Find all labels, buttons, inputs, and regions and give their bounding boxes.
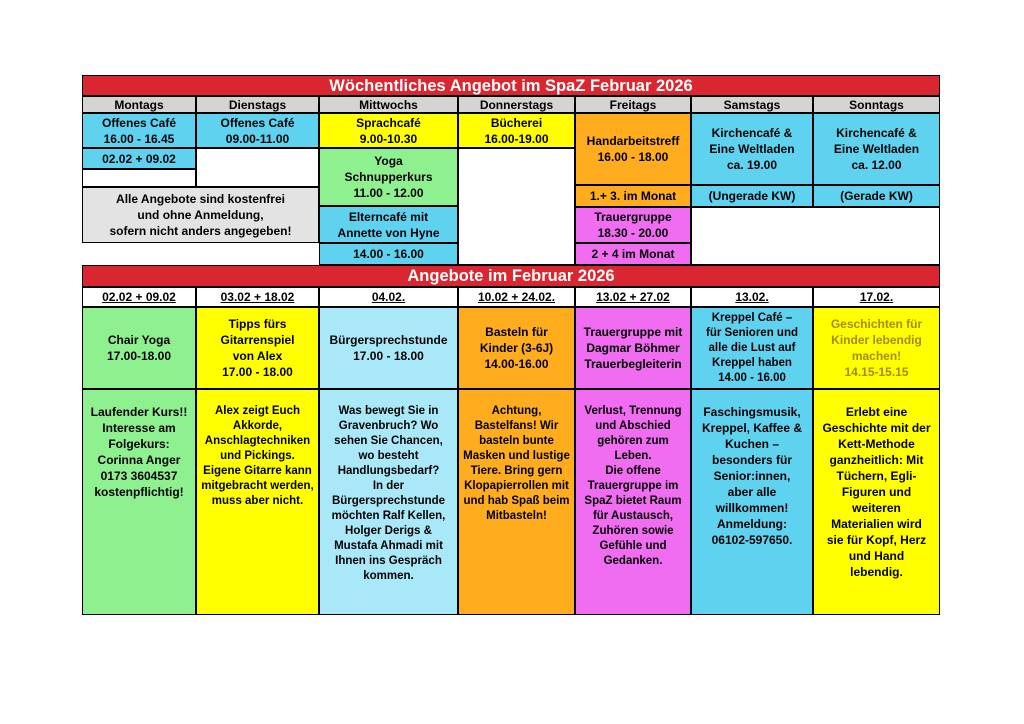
description-line: mitgebracht werden, [201, 480, 314, 492]
description-line: Handlungsbedarf? [337, 465, 440, 477]
event-line: 14.00 - 16.00 [718, 371, 786, 384]
event-kreppel-cafe [691, 307, 813, 389]
event-geschichten [813, 307, 940, 389]
description-line: Bürgersprechstunde [331, 495, 446, 507]
description-gitarrenspiel [196, 389, 319, 615]
description-line: 06102-597650. [711, 533, 793, 547]
description-line: Akkorde, [232, 420, 283, 432]
description-line: Folgekurs: [108, 437, 170, 451]
event-line: Bürgersprechstunde [329, 333, 448, 347]
day-header-sunday: Sonntags [813, 96, 940, 113]
sunday-kirchencafe [813, 113, 940, 185]
event-line: Trauergruppe mit [583, 325, 683, 339]
date-header: 13.02. [691, 287, 813, 307]
description-line: möchten Ralf Kellen, [331, 510, 446, 522]
event-gitarrenspiel [196, 307, 319, 389]
description-line: kommen. [363, 570, 414, 582]
description-line: Achtung, [491, 405, 542, 417]
description-line: Anschlagtechniken [204, 435, 311, 447]
description-line: willkommen! [715, 501, 789, 515]
description-line: 0173 3604537 [100, 469, 178, 483]
event-title: Kirchencafé & [711, 126, 793, 140]
description-line: Masken und lustige [463, 450, 570, 462]
description-line: Tüchern, Egli- [836, 469, 917, 483]
description-line: Zuhören sowie [592, 525, 674, 537]
event-title: Yoga [374, 154, 403, 168]
description-trauergruppe [575, 389, 691, 615]
event-line: Chair Yoga [107, 333, 171, 347]
event-title: Kirchencafé & [836, 126, 917, 140]
day-header-friday: Freitags [575, 96, 691, 113]
wednesday-elterncafe-time: 14.00 - 16.00 [319, 243, 458, 265]
description-line: ganzheitlich: Mit [829, 453, 924, 467]
friday-trauergruppe [575, 207, 691, 243]
description-line: Kreppel, Kaffee & [701, 421, 803, 435]
friday-handarbeitstreff [575, 113, 691, 185]
empty-cell [82, 169, 196, 187]
event-title: Bücherei [490, 115, 543, 130]
event-title: Offenes Café [220, 115, 295, 130]
description-line: SpaZ bietet Raum [584, 495, 682, 507]
event-time: 16.00 - 18.00 [597, 150, 669, 164]
empty-cell [691, 207, 940, 265]
monday-offenes-cafe [82, 113, 196, 148]
description-chair-yoga [82, 389, 196, 615]
day-header-tuesday: Dienstags [196, 96, 319, 113]
description-line: Holger Derigs & [345, 525, 432, 537]
event-line: für Senioren und [706, 326, 798, 339]
event-buergersprechstunde [319, 307, 458, 389]
description-line: für Austausch, [592, 510, 674, 522]
note-line: Alle Angebote sind kostenfrei [116, 192, 285, 206]
description-line: weiteren [852, 501, 901, 515]
event-trauergruppe [575, 307, 691, 389]
description-line: Materialien wird [831, 517, 922, 531]
description-line: sehen Sie Chancen, [334, 435, 443, 447]
description-line: und Hand [848, 549, 905, 563]
monthly-title: Angebote im Februar 2026 [82, 265, 940, 287]
description-line: Faschingsmusik, [703, 405, 801, 419]
event-title: Handarbeitstreff [586, 134, 680, 148]
description-line: Tiere. Bring gern [470, 465, 563, 477]
event-time: 09.00-11.00 [225, 131, 290, 146]
description-line: Leben. [614, 450, 652, 462]
event-title: Sprachcafé [356, 115, 421, 130]
date-header: 03.02 + 18.02 [196, 287, 319, 307]
friday-handarbeitstreff-note: 1.+ 3. im Monat [575, 185, 691, 207]
date-header: 04.02. [319, 287, 458, 307]
event-line: Geschichten für [830, 317, 923, 331]
description-line: Figuren und [841, 485, 912, 499]
description-line: und hab Spaß beim [463, 495, 570, 507]
event-line: Kreppel haben [712, 356, 792, 369]
friday-trauergruppe-note: 2 + 4 im Monat [575, 243, 691, 265]
weekly-title: Wöchentliches Angebot im SpaZ Februar 2026 [82, 75, 940, 96]
description-line: und Abschied [595, 420, 671, 432]
date-header: 13.02 + 27.02 [575, 287, 691, 307]
description-line: Interesse am [102, 421, 176, 435]
event-title: Trauergruppe [594, 210, 672, 224]
description-line: besonders für [711, 453, 792, 467]
wednesday-yoga [319, 148, 458, 206]
day-header-wednesday: Mittwochs [319, 96, 458, 113]
event-chair-yoga [82, 307, 196, 389]
event-line: Basteln für [485, 325, 548, 339]
description-line: Anmeldung: [717, 517, 787, 531]
thursday-buecherei [458, 113, 575, 148]
day-header-monday: Montags [82, 96, 196, 113]
description-geschichten [813, 389, 940, 615]
event-title: Elterncafé mit [348, 209, 429, 224]
description-line: Geschichte mit der [822, 421, 931, 435]
event-time: 16.00 - 16.45 [103, 131, 175, 146]
date-header: 17.02. [813, 287, 940, 307]
tuesday-offenes-cafe [196, 113, 319, 148]
description-kreppel-cafe [691, 389, 813, 615]
event-subtitle: Eine Weltladen [709, 142, 795, 156]
wednesday-elterncafe [319, 206, 458, 243]
description-line: Mitbasteln! [486, 510, 547, 522]
description-line: Ihnen ins Gespräch [335, 555, 442, 567]
event-time: 18.30 - 20.00 [597, 226, 669, 240]
event-time: ca. 12.00 [851, 158, 902, 172]
description-line: gehören zum [597, 435, 669, 447]
event-title: Offenes Café [101, 115, 177, 130]
event-time: 9.00-10.30 [359, 131, 418, 146]
event-line: 17.00-18.00 [106, 349, 172, 363]
note-line: und ohne Anmeldung, [137, 208, 264, 222]
description-line: Erlebt eine [845, 405, 908, 419]
free-note [82, 187, 319, 243]
monday-dates: 02.02 + 09.02 [82, 148, 196, 169]
description-line: In der [372, 480, 405, 492]
description-line: kostenpflichtig! [94, 485, 184, 499]
description-line: Die offene [605, 465, 661, 477]
wednesday-sprachcafe [319, 113, 458, 148]
description-line: aber alle [727, 485, 777, 499]
event-line: 17.00 - 18.00 [222, 365, 293, 379]
event-line: 14.15-15.15 [844, 365, 909, 379]
event-basteln [458, 307, 575, 389]
description-line: Kett-Methode [838, 437, 915, 451]
description-line: lebendig. [850, 565, 903, 579]
description-basteln [458, 389, 575, 615]
event-time: ca. 19.00 [726, 158, 778, 172]
event-line: 14.00-16.00 [484, 357, 549, 371]
event-line: Gitarrenspiel [220, 333, 295, 347]
event-line: Tipps fürs [228, 317, 287, 331]
description-line: Gedanken. [603, 555, 663, 567]
event-line: Trauerbegleiterin [584, 357, 682, 371]
event-line: Kreppel Café – [711, 311, 793, 324]
description-line: Eigene Gitarre kann [203, 465, 312, 477]
description-line: wo besteht [358, 450, 419, 462]
event-line: von Alex [232, 349, 283, 363]
description-line: Gravenbruch? Wo [338, 420, 439, 432]
event-line: Dagmar Böhmer [586, 341, 680, 355]
date-header: 10.02 + 24.02. [458, 287, 575, 307]
description-line: Verlust, Trennung [584, 405, 682, 417]
description-line: und Pickings. [220, 450, 295, 462]
note-line: sofern nicht anders angegeben! [109, 224, 292, 238]
event-line: 17.00 - 18.00 [353, 349, 424, 363]
saturday-note: (Ungerade KW) [691, 185, 813, 207]
description-line: Bastelfans! Wir [474, 420, 559, 432]
event-subtitle: Schnupperkurs [344, 170, 433, 184]
event-line: alle die Lust auf [708, 341, 796, 354]
event-line: Kinder (3-6J) [479, 341, 554, 355]
event-subtitle: Eine Weltladen [833, 142, 920, 156]
day-header-thursday: Donnerstags [458, 96, 575, 113]
event-time: 11.00 - 12.00 [353, 186, 424, 200]
event-time: 16.00-19.00 [484, 131, 549, 146]
saturday-kirchencafe [691, 113, 813, 185]
description-line: Kuchen – [724, 437, 779, 451]
description-buergersprechstunde [319, 389, 458, 615]
description-line: Alex zeigt Euch [215, 405, 300, 417]
description-line: Trauergruppe im [587, 480, 679, 492]
empty-cell [196, 148, 319, 187]
date-header: 02.02 + 09.02 [82, 287, 196, 307]
event-line: machen! [851, 349, 902, 363]
description-line: muss aber nicht. [211, 495, 304, 507]
description-line: basteln bunte [479, 435, 554, 447]
description-line: Senior:innen, [713, 469, 791, 483]
description-line: Laufender Kurs!! [90, 405, 188, 419]
description-line: Mustafa Ahmadi mit [334, 540, 443, 552]
event-line: Kinder lebendig [831, 333, 922, 347]
day-header-saturday: Samstags [691, 96, 813, 113]
description-line: Was bewegt Sie in [338, 405, 439, 417]
description-line: Corinna Anger [97, 453, 181, 467]
sunday-note: (Gerade KW) [813, 185, 940, 207]
description-line: Gefühle und [599, 540, 667, 552]
description-line: sie für Kopf, Herz [826, 533, 927, 547]
empty-cell [458, 148, 575, 265]
description-line: Klopapierrollen mit [464, 480, 569, 492]
event-subtitle: Annette von Hyne [337, 225, 440, 240]
